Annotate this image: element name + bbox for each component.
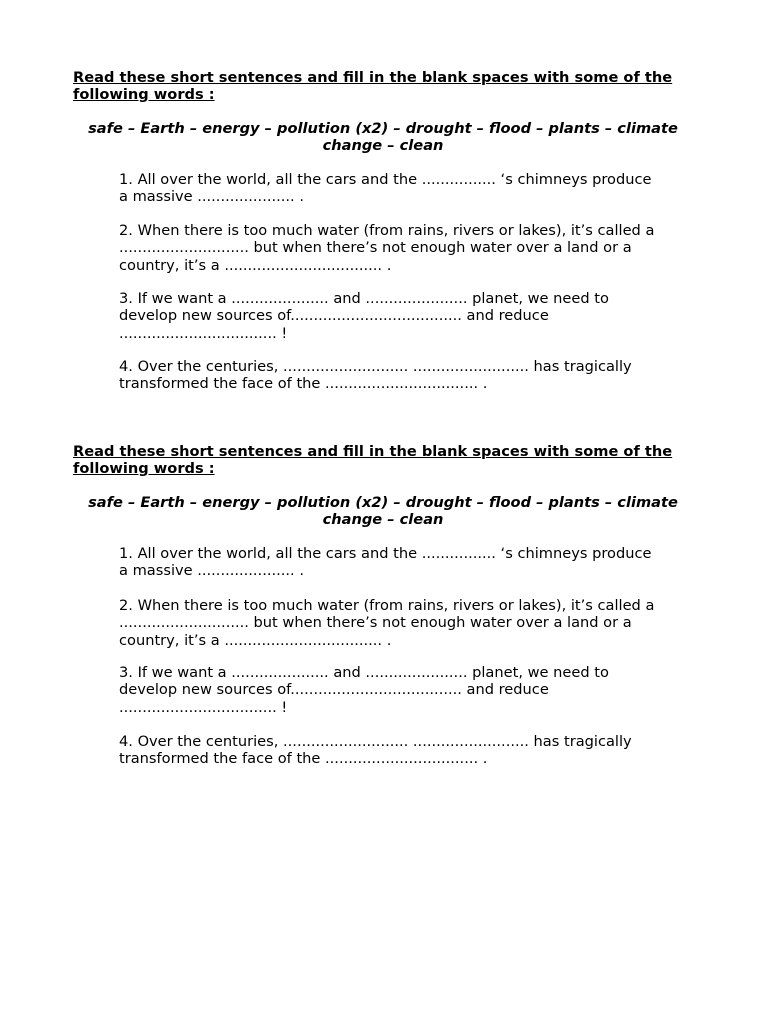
question-4: 4. Over the centuries, ........................... ......................... has tragically transformed the face of the ................................. . (119, 358, 632, 393)
word-bank: safe – Earth – energy – pollution (x2) – drought – flood – plants – climate change – clean (88, 120, 678, 154)
question-1: 1. All over the world, all the cars and the ................ ‘s chimneys produce a massive ..................... . (119, 171, 652, 206)
question-4: 4. Over the centuries, ........................... ......................... has tragically transformed the face of the ................................. . (119, 733, 632, 768)
question-2: 2. When there is too much water (from rains, rivers or lakes), it’s called a ............................ but when there’s not enough water over a land or a country, it’s a .................................. . (119, 222, 655, 274)
instruction-heading: Read these short sentences and fill in the blank spaces with some of the following words : (73, 443, 673, 477)
question-1: 1. All over the world, all the cars and the ................ ‘s chimneys produce a massive ..................... . (119, 545, 652, 580)
question-3: 3. If we want a ..................... and ...................... planet, we need to develop new sources of..................................... and reduce .................................. ! (119, 290, 609, 342)
question-3: 3. If we want a ..................... and ...................... planet, we need to develop new sources of..................................... and reduce .................................. ! (119, 664, 609, 716)
word-bank: safe – Earth – energy – pollution (x2) – drought – flood – plants – climate change – clean (88, 494, 678, 528)
instruction-heading: Read these short sentences and fill in the blank spaces with some of the following words : (73, 69, 673, 103)
question-2: 2. When there is too much water (from rains, rivers or lakes), it’s called a ............................ but when there’s not enough water over a land or a country, it’s a .................................. . (119, 597, 655, 649)
